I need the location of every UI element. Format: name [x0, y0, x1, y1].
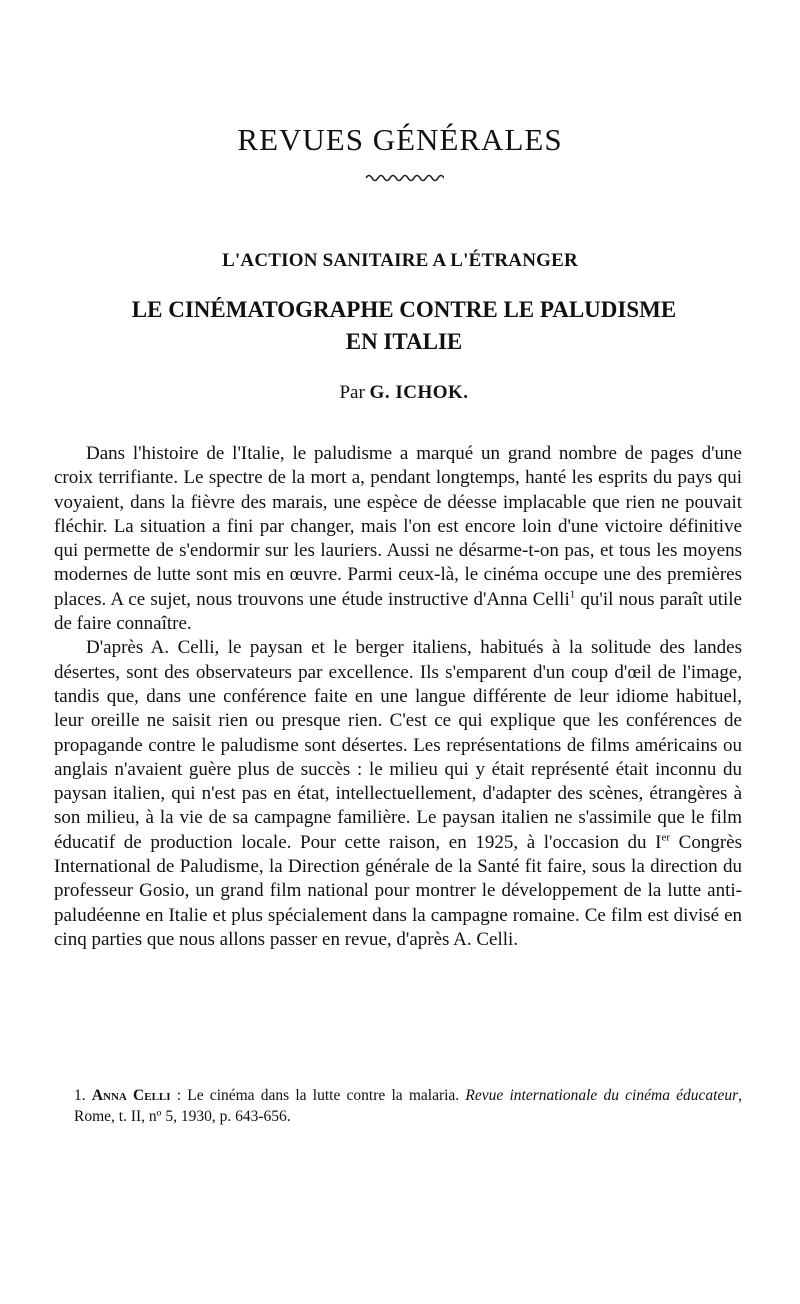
paragraph-1-text-a: Dans l'histoire de l'Italie, le paludisme a marqué un grand nombre de pages d'une croix terrifiante. Le spectre de la mort a, pendant longtemps, hanté les esprits du pays qui voyaient, dans la fièvre des marais, une espèce de déesse implacable que rien ne pouvait fléchir. La situation a fini par changer, mais l'on est encore loin d'une victoire définitive qui permette de s'endormir sur les lauriers. Aussi ne désarme-t-on pas, et tous les moyens modernes de lutte sont mis en œuvre. Parmi ceux-là, le cinéma occupe une des premières places. A ce sujet, nous trouvons une étude instructive d'Anna Celli	[54, 443, 742, 610]
byline-author: G. ICHOK.	[369, 382, 469, 403]
paragraph-2-text-a: D'après A. Celli, le paysan et le berger italiens, habitués à la solitude des landes désertes, sont des observateurs par excellence. Ils s'emparent d'un coup d'œil de l'image, tandis que, dans une conférence faite en une langue différente de leur idiome habituel, leur oreille ne saisit rien ou presque rien. C'est ce qui explique que les conférences de propagande contre le paludisme sont désertes. Les représentations de films américains ou anglais n'avaient guère plus de succès : le milieu qui y était représenté était inconnu du paysan italien, qui n'est pas en état, intellectuellement, d'adapter des scènes, étrangères à son milieu, à la vie de sa campagne familière. Le paysan italien ne s'assimile que le film éducatif de production locale. Pour cette raison, en 1925, à l'occasion du I	[54, 637, 742, 853]
footnote-journal: Revue internationale du cinéma éducateur	[465, 1087, 739, 1104]
article-body	[54, 442, 742, 952]
footnote-reference: 1	[569, 588, 576, 601]
footnote-author: Anna Celli	[91, 1087, 171, 1104]
wavy-rule-ornament-icon	[364, 172, 444, 184]
section-title: REVUES GÉNÉRALES	[237, 122, 563, 157]
article-title	[0, 294, 800, 358]
rubric-heading: L'ACTION SANITAIRE A L'ÉTRANGER	[222, 250, 578, 271]
article-title-line-2: EN ITALIE	[345, 329, 463, 354]
ordinal-superscript: er	[661, 831, 671, 844]
footnote-text: : Le cinéma dans la lutte contre la malaria.	[170, 1087, 466, 1104]
paragraph-2-text-b: Congrès International de Paludisme, la Direction générale de la Santé fit faire, sous la direction du professeur Gosio, un grand film national pour montrer le développement de la lutte anti-paludéenne en Italie et plus spécialement dans la campagne romaine. Ce film est divisé en cinq parties que nous allons passer en revue, d'après A. Celli.	[54, 831, 743, 950]
article-title-line-1: LE CINÉMATOGRAPHE CONTRE LE PALUDISME	[131, 297, 677, 322]
paragraph-1-text-b: qu'il nous paraît utile de faire connaître.	[54, 588, 742, 635]
footnote-number: 1.	[74, 1087, 86, 1104]
footnote-tail: , Rome, t. II, nº 5, 1930, p. 643-656.	[74, 1087, 742, 1125]
footnote	[74, 1085, 742, 1127]
paragraph-1	[54, 442, 742, 636]
paragraph-2	[54, 636, 742, 952]
byline-prefix: Par	[339, 382, 365, 403]
byline	[0, 382, 800, 404]
